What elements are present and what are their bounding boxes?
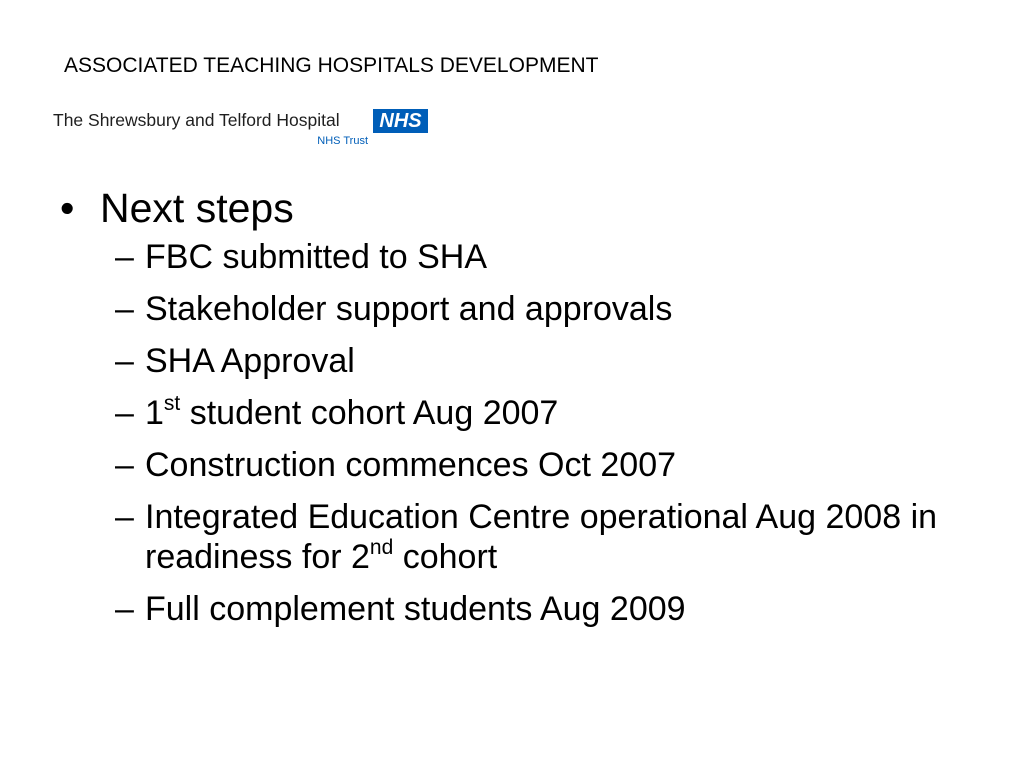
list-item-text: FBC submitted to SHA — [145, 238, 488, 276]
list-item-text-end: cohort — [393, 538, 498, 576]
list-item — [60, 393, 960, 433]
logo-hospital-name: The Shrewsbury and Telford Hospital — [53, 110, 340, 130]
hospital-logo — [53, 104, 433, 150]
list-item — [60, 589, 960, 629]
ordinal-suffix: st — [163, 392, 181, 415]
slide-content — [60, 182, 960, 641]
ordinal-suffix: nd — [369, 536, 394, 559]
dash-marker: – — [115, 446, 134, 484]
dash-marker: – — [115, 498, 134, 536]
list-item-text: Construction commences Oct 2007 — [145, 446, 677, 484]
list-item — [60, 497, 960, 577]
list-item-text: Stakeholder support and approvals — [145, 290, 673, 328]
list-item-text: SHA Approval — [145, 342, 355, 380]
dash-marker: – — [115, 342, 134, 380]
logo-trust-label: NHS Trust — [317, 135, 368, 147]
dash-marker: – — [115, 290, 134, 328]
bullet-heading: Next steps — [100, 185, 294, 231]
dash-marker: – — [115, 238, 134, 276]
dash-marker: – — [115, 590, 134, 628]
slide-header-title: ASSOCIATED TEACHING HOSPITALS DEVELOPMENT — [64, 54, 599, 77]
dash-marker: – — [115, 394, 134, 432]
list-item — [60, 237, 960, 277]
bullet-dot-icon: • — [60, 185, 75, 231]
list-item-text: Full complement students Aug 2009 — [145, 590, 686, 628]
nhs-badge-icon: NHS — [373, 109, 428, 133]
list-item — [60, 445, 960, 485]
bullet-next-steps — [60, 182, 960, 234]
list-item-text-start: Integrated Education Centre operational Aug 2008 in readiness for 2 — [145, 498, 938, 576]
list-item — [60, 289, 960, 329]
list-item-text-end: student cohort Aug 2007 — [180, 394, 559, 432]
list-item-text-start: 1 — [145, 394, 164, 432]
list-item — [60, 341, 960, 381]
next-steps-list — [60, 237, 960, 629]
